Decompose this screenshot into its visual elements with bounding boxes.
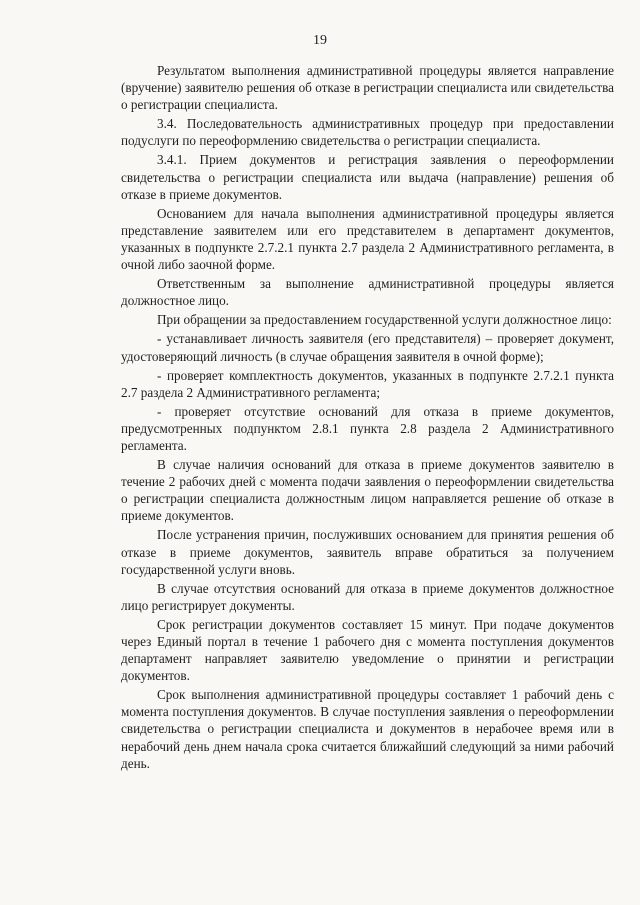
list-item-grounds-check: - проверяет отсутствие оснований для отказа в приеме документов, предусмотренных подпунктом 2.8.1 пункта 2.8 раздела 2 Административного регламента. [121,403,614,453]
paragraph-resubmit: После устранения причин, послуживших основанием для принятия решения об отказе в приеме документов, заявитель вправе обратиться за получением государственной услуги вновь. [121,527,614,577]
paragraph-section-3-4: 3.4. Последовательность административных процедур при предоставлении подуслуги по переоформлению свидетельства о регистрации специалиста. [121,116,614,149]
paragraph-registration-term: Срок регистрации документов составляет 15 минут. При подаче документов через Единый портал в течение 1 рабочего дня с момента поступления документов департамент направляет заявителю уведомление о принятии и регистрации документов. [121,616,614,684]
paragraph-registration: В случае отсутствия оснований для отказа в приеме документов должностное лицо регистрирует документы. [121,580,614,613]
list-item-identity: - устанавливает личность заявителя (его представителя) – проверяет документ, удостоверяющий личность (в случае обращения заявителя в очной форме); [121,331,614,364]
page-number: 19 [313,33,327,48]
paragraph-procedure-term: Срок выполнения административной процедуры составляет 1 рабочий день с момента поступления документов. В случае поступления заявления о переоформлении свидетельства о регистрации специалиста и документов в нерабочее время или в нерабочий день днем начала срока считается ближайший следующий за ними рабочий день. [121,687,614,771]
paragraph-responsible: Ответственным за выполнение административной процедуры является должностное лицо. [121,276,614,309]
paragraph-result: Результатом выполнения административной процедуры является направление (вручение) заявителю решения об отказе в регистрации специалиста или свидетельства о регистрации специалиста. [121,63,614,113]
paragraph-basis: Основанием для начала выполнения административной процедуры является представление заявителем или его представителем в департамент документов, указанных в подпункте 2.7.2.1 пункта 2.7 раздела 2 Административного регламента, в очной либо заочной форме. [121,205,614,273]
paragraph-section-3-4-1: 3.4.1. Прием документов и регистрация заявления о переоформлении свидетельства о регистрации специалиста или выдача (направление) решения об отказе в приеме документов. [121,152,614,202]
list-item-completeness: - проверяет комплектность документов, указанных в подпункте 2.7.2.1 пункта 2.7 раздела 2 Административного регламента; [121,367,614,400]
document-body [121,62,614,774]
paragraph-on-request: При обращении за предоставлением государственной услуги должностное лицо: [157,312,612,328]
paragraph-refusal: В случае наличия оснований для отказа в приеме документов заявителю в течение 2 рабочих дней с момента подачи заявления о переоформлении свидетельства о регистрации специалиста должностным лицом направляется решение об отказе в приеме документов. [121,457,614,524]
